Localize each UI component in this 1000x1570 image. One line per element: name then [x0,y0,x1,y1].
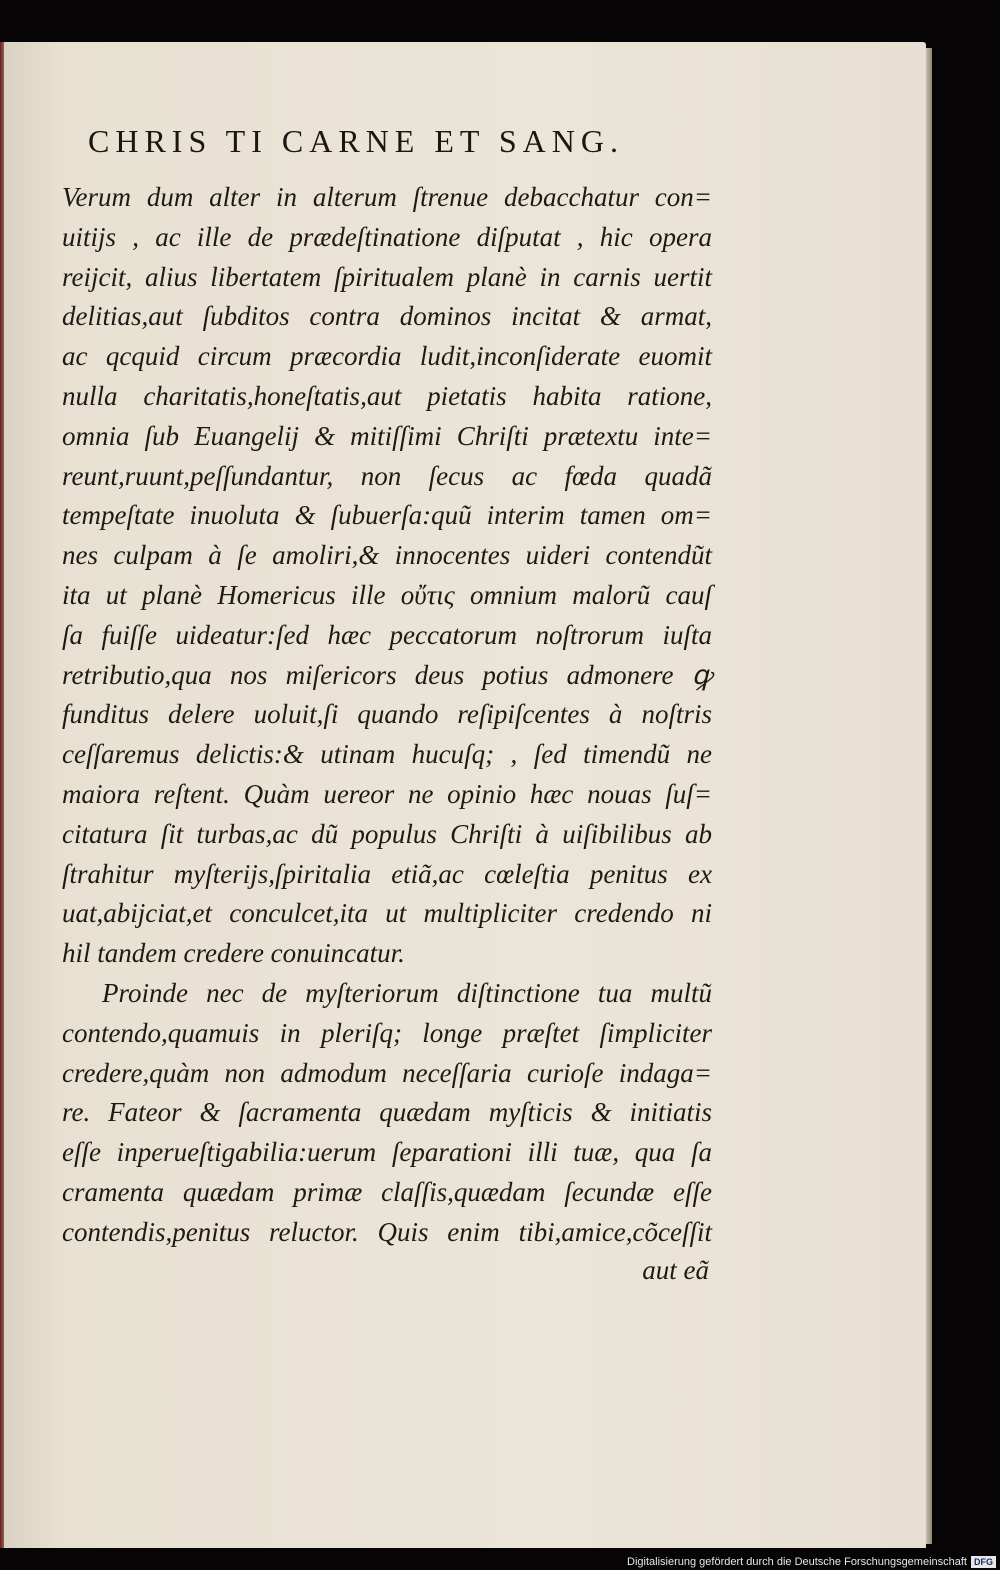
text-line: eſſe inperueſtigabilia:uerum ſeparationi illi tuæ, qua ſa [62,1137,712,1168]
text-line: ſa fuiſſe uideatur:ſed hæc peccatorum noſtrorum iuſta [62,619,712,650]
text-line: omnia ſub Euangelij & mitiſſimi Chriſti prætextu inte= [62,420,712,451]
text-line: citatura ſit turbas,ac dũ populus Chriſti à uiſibilibus ab [62,818,712,849]
text-line: uitijs , ac ille de prædeſtinatione diſputat , hic opera [62,221,712,252]
catchword: aut eã [642,1255,709,1285]
text-line: contendis,penitus reluctor. Quis enim tibi,amice,cõceſſit [62,1216,712,1247]
text-line: reijcit, alius libertatem ſpiritualem planè in carnis uertit [62,261,712,292]
text-line: hil tandem credere conuincatur. [62,938,405,969]
text-block [62,178,712,1253]
text-line: maiora reſtent. Quàm uereor ne opinio hæc nouas ſuſ= [62,778,712,809]
text-line: contendo,quamuis in pleriſq; longe præſtet ſimpliciter [62,1017,712,1048]
text-line: Proinde nec de myſteriorum diſtinctione tua multũ [102,977,712,1008]
text-line: uat,abijciat,et conculcet,ita ut multipliciter credendo ni [62,898,712,929]
text-line: cramenta quædam primæ claſſis,quædam ſecundæ eſſe [62,1176,712,1207]
text-line: nes culpam à ſe amoliri,& innocentes uideri contendũt [62,540,712,571]
text-line: credere,quàm non admodum neceſſaria curioſe indaga= [62,1057,712,1088]
text-line: ita ut planè Homericus ille οὔτις omnium malorũ cauſ [62,579,712,610]
text-line: ceſſaremus delictis:& utinam hucuſq; , ſed timendũ ne [62,739,712,770]
text-line: retributio,qua nos miſericors deus potius admonere ꝙ [62,659,712,690]
footer-credit: Digitalisierung gefördert durch die Deutsche Forschungsgemeinschaft [627,1556,967,1568]
text-line: ſtrahitur myſterijs,ſpiritalia etiã,ac cœleſtia penitus ex [62,858,712,889]
text-line: re. Fateor & ſacramenta quædam myſticis & initiatis [62,1097,712,1128]
text-line: reunt,ruunt,peſſundantur, non ſecus ac fœda quadã [62,460,712,491]
running-head: CHRIS TI CARNE ET SANG. [88,123,624,159]
text-line: nulla charitatis,honeſtatis,aut pietatis habita ratione, [62,380,712,411]
footer [0,1554,1000,1570]
text-line: tempeſtate inuoluta & ſubuerſa:quũ interim tamen om= [62,500,712,531]
page-edge [926,48,932,1544]
text-line: delitias,aut ſubditos contra dominos incitat & armat, [62,301,712,332]
dfg-logo-icon: DFG [971,1556,996,1568]
text-line: Verum dum alter in alterum ſtrenue debacchatur con= [62,182,712,212]
text-line: funditus delere uoluit,ſi quando reſipiſcentes à noſtris [62,699,712,730]
text-line: ac qcquid circum præcordia ludit,inconſiderate euomit [62,341,712,372]
